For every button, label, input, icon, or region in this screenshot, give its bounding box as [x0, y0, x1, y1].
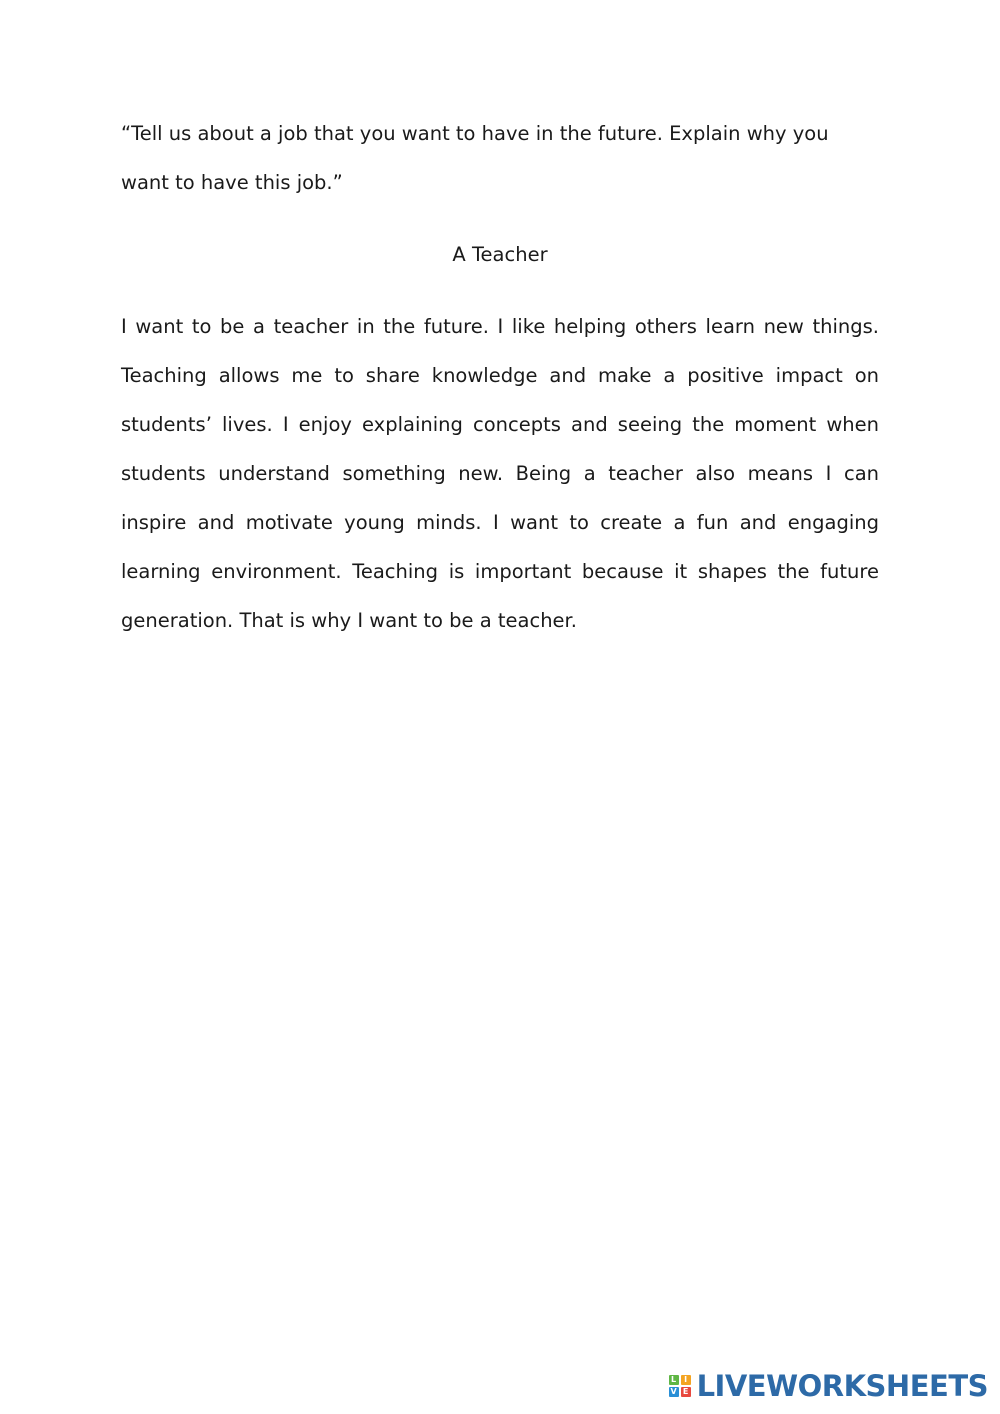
- liveworksheets-logo-icon: [669, 1375, 691, 1397]
- liveworksheets-logo: [669, 1368, 988, 1404]
- logo-mark-letter: V: [670, 1387, 677, 1396]
- logo-wordmark: LIVEWORKSHEETS: [696, 1369, 988, 1403]
- writing-prompt: “Tell us about a job that you want to have in the future. Explain why you want to have this job.”: [121, 122, 829, 194]
- essay-title: A Teacher: [452, 243, 548, 266]
- logo-mark-letter: L: [669, 1375, 679, 1385]
- logo-mark-letter: E: [681, 1387, 691, 1397]
- logo-mark-letter: I: [681, 1375, 691, 1385]
- essay-text: I want to be a teacher in the future. I like helping others learn new things. Teaching allows me to share knowledge and make a positive impact on students’ lives. I enjoy explaining concepts and seeing the moment when students understand something new. Being a teacher also means I can inspire and motivate young minds. I want to create a fun and engaging learning environment. Teaching is important because it shapes the future generation. That is why I want to be a teacher.: [121, 315, 879, 632]
- document-body: [121, 109, 879, 645]
